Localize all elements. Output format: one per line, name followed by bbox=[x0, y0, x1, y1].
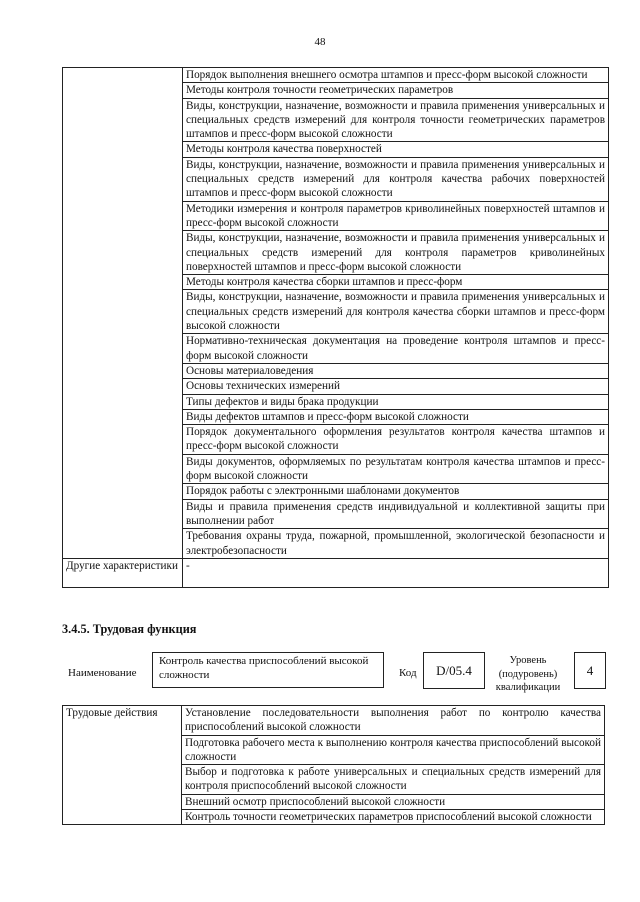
labor-actions-label: Трудовые действия bbox=[63, 706, 182, 825]
level-box bbox=[574, 652, 606, 689]
table-row: Виды, конструкции, назначение, возможности и правила применения универсальных и специальных средств измерений для контроля качества рабочих поверхностей штампов и пресс-форм высокой сложности bbox=[183, 157, 609, 201]
table-row: Методы контроля точности геометрических параметров bbox=[183, 83, 609, 98]
other-characteristics-label: Другие характеристики bbox=[63, 558, 183, 587]
table-row: Требования охраны труда, пожарной, промышленной, экологической безопасности и электробезопасности bbox=[183, 529, 609, 559]
level-value: 4 bbox=[586, 662, 594, 678]
code-value: D/05.4 bbox=[436, 662, 472, 678]
table-row: Контроль точности геометрических параметров приспособлений высокой сложности bbox=[182, 810, 605, 825]
table-row: Установление последовательности выполнения работ по контролю качества приспособлений высокой сложности bbox=[182, 706, 605, 736]
table-row: Виды, конструкции, назначение, возможности и правила применения универсальных и специальных средств измерений для контроля параметров криволинейных поверхностей штампов и пресс-форм высокой сложности bbox=[183, 231, 609, 275]
table-row: Нормативно-техническая документация на проведение контроля штампов и пресс-форм высокой сложности bbox=[183, 334, 609, 364]
table-row: Типы дефектов и виды брака продукции bbox=[183, 394, 609, 409]
code-box bbox=[423, 652, 485, 689]
function-name: Контроль качества приспособлений высокой сложности bbox=[159, 655, 369, 681]
name-label: Наименование bbox=[68, 667, 137, 679]
table-row: Методики измерения и контроля параметров криволинейных поверхностей штампов и пресс-форм высокой сложности bbox=[183, 201, 609, 231]
page-number: 48 bbox=[314, 36, 326, 48]
code-label: Код bbox=[399, 667, 417, 679]
table-row: Виды и правила применения средств индивидуальной и коллективной защиты при выполнении работ bbox=[183, 499, 609, 529]
table-row: Подготовка рабочего места к выполнению контроля качества приспособлений высокой сложности bbox=[182, 735, 605, 765]
table-row: Основы технических измерений bbox=[183, 379, 609, 394]
table-row: Выбор и подготовка к работе универсальных и специальных средств измерений для контроля приспособлений высокой сложности bbox=[182, 765, 605, 795]
table-row: Методы контроля качества сборки штампов и пресс-форм bbox=[183, 275, 609, 290]
labor-actions-table bbox=[62, 705, 605, 825]
section-title: 3.4.5. Трудовая функция bbox=[62, 622, 197, 636]
table-row: Основы материаловедения bbox=[183, 363, 609, 378]
table-row: Виды, конструкции, назначение, возможности и правила применения универсальных и специальных средств измерений для контроля точности геометрических параметров штампов и пресс-форм высокой сложности bbox=[183, 98, 609, 142]
table-row: Порядок работы с электронными шаблонами документов bbox=[183, 484, 609, 499]
table-row: Виды, конструкции, назначение, возможности и правила применения универсальных и специальных средств измерений для контроля качества сборки штампов и пресс-форм высокой сложности bbox=[183, 290, 609, 334]
level-label: Уровень (подуровень) квалификации bbox=[495, 655, 561, 693]
table-row: Порядок выполнения внешнего осмотра штампов и пресс-форм высокой сложности bbox=[183, 68, 609, 83]
empty-left-cell bbox=[63, 68, 183, 559]
table-row: Виды документов, оформляемых по результатам контроля качества штампов и пресс-форм высокой сложности bbox=[183, 454, 609, 484]
knowledge-table bbox=[62, 67, 609, 588]
table-row: Порядок документального оформления результатов контроля качества штампов и пресс-форм высокой сложности bbox=[183, 425, 609, 455]
function-name-box bbox=[152, 652, 384, 688]
other-characteristics-value: - bbox=[183, 558, 609, 587]
table-row: Методы контроля качества поверхностей bbox=[183, 142, 609, 157]
table-row: Внешний осмотр приспособлений высокой сложности bbox=[182, 794, 605, 809]
table-row: Виды дефектов штампов и пресс-форм высокой сложности bbox=[183, 409, 609, 424]
